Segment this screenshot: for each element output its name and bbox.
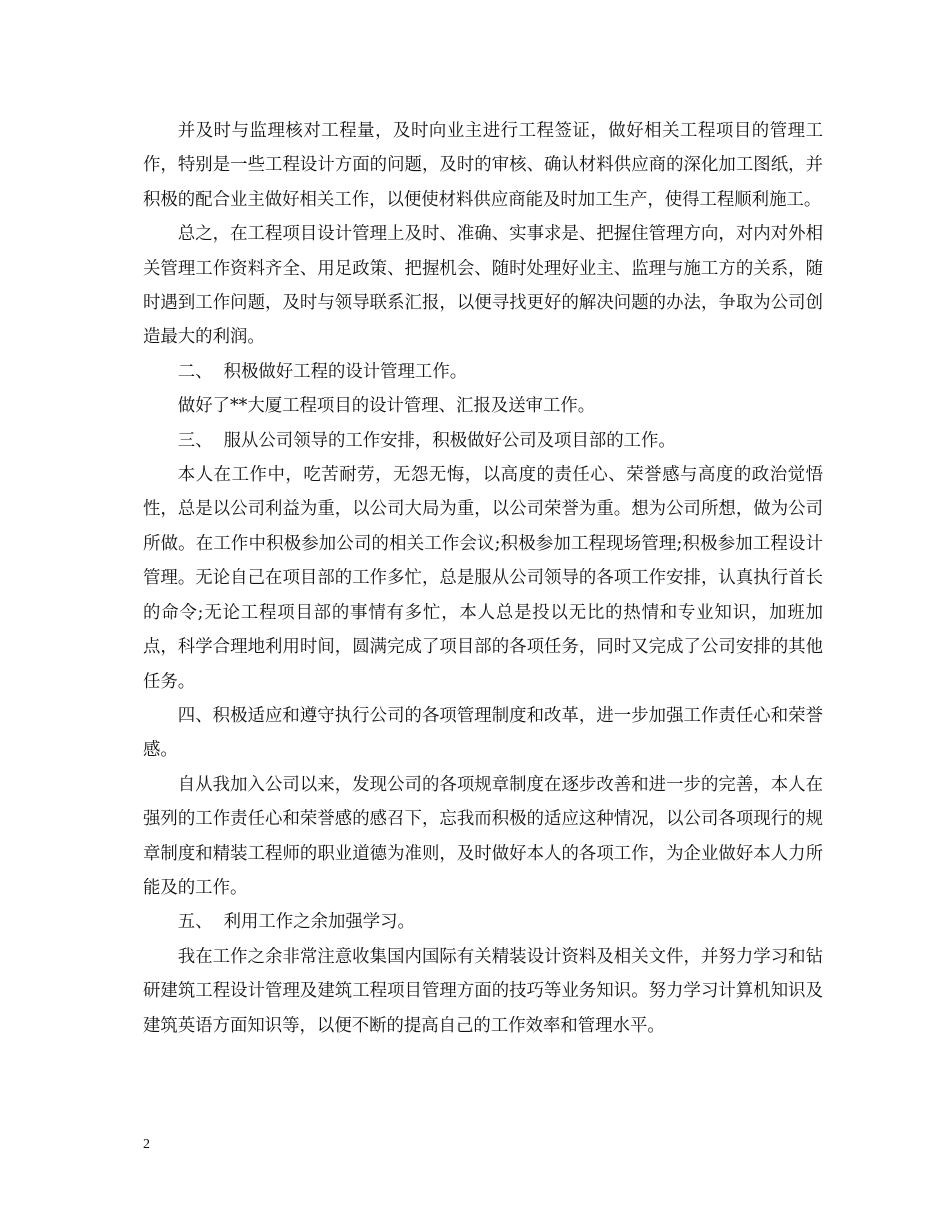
section-heading-2: 二、 积极做好工程的设计管理工作。 [177, 361, 468, 382]
section-heading-3: 三、 服从公司领导的工作安排，积极做好公司及项目部的工作。 [177, 430, 676, 451]
paragraph-summary: 总之，在工程项目设计管理上及时、准确、实事求是、把握住管理方向，对内对外相关管理工作资料齐全、用足政策、把握机会、随时处理好业主、监理与施工方的关系，随时遇到工作问题，及时与领导联系汇报，以便寻找更好的解决问题的办法，争取为公司创造最大的利润。 [143, 224, 823, 348]
document-body [143, 114, 823, 1043]
paragraph-section-4: 自从我加入公司以来，发现公司的各项规章制度在逐步改善和进一步的完善，本人在强列的工作责任心和荣誉感的感召下，忘我而积极的适应这种情况，以公司各项现行的规章制度和精装工程师的职业道德为准则，及时做好本人的各项工作，为企业做好本人力所能及的工作。 [143, 774, 823, 898]
section-heading-4: 四、积极适应和遵守执行公司的各项管理制度和改革，进一步加强工作责任心和荣誉感。 [143, 705, 823, 761]
paragraph-section-3: 本人在工作中，吃苦耐劳，无怨无悔，以高度的责任心、荣誉感与高度的政治觉悟性，总是以公司利益为重，以公司大局为重，以公司荣誉为重。想为公司所想，做为公司所做。在工作中积极参加公司的相关工作会议;积极参加工程现场管理;积极参加工程设计管理。无论自己在项目部的工作多忙，总是服从公司领导的各项工作安排，认真执行首长的命令;无论工程项目部的事情有多忙，本人总是投以无比的热情和专业知识，加班加点，科学合理地利用时间，圆满完成了项目部的各项任务，同时又完成了公司安排的其他任务。 [143, 465, 823, 692]
paragraph-continuation: 并及时与监理核对工程量，及时向业主进行工程签证，做好相关工程项目的管理工作，特别是一些工程设计方面的问题，及时的审核、确认材料供应商的深化加工图纸，并积极的配合业主做好相关工作，以便使材料供应商能及时加工生产，使得工程顺利施工。 [143, 121, 823, 210]
section-heading-5: 五、 利用工作之余加强学习。 [177, 912, 415, 933]
paragraph-section-2: 做好了**大厦工程项目的设计管理、汇报及送审工作。 [177, 396, 596, 417]
paragraph-section-5: 我在工作之余非常注意收集国内国际有关精装设计资料及相关文件，并努力学习和钻研建筑工程设计管理及建筑工程项目管理方面的技巧等业务知识。努力学习计算机知识及建筑英语方面知识等，以便不断的提高自己的工作效率和管理水平。 [143, 946, 823, 1036]
page-number: 2 [143, 1137, 150, 1152]
